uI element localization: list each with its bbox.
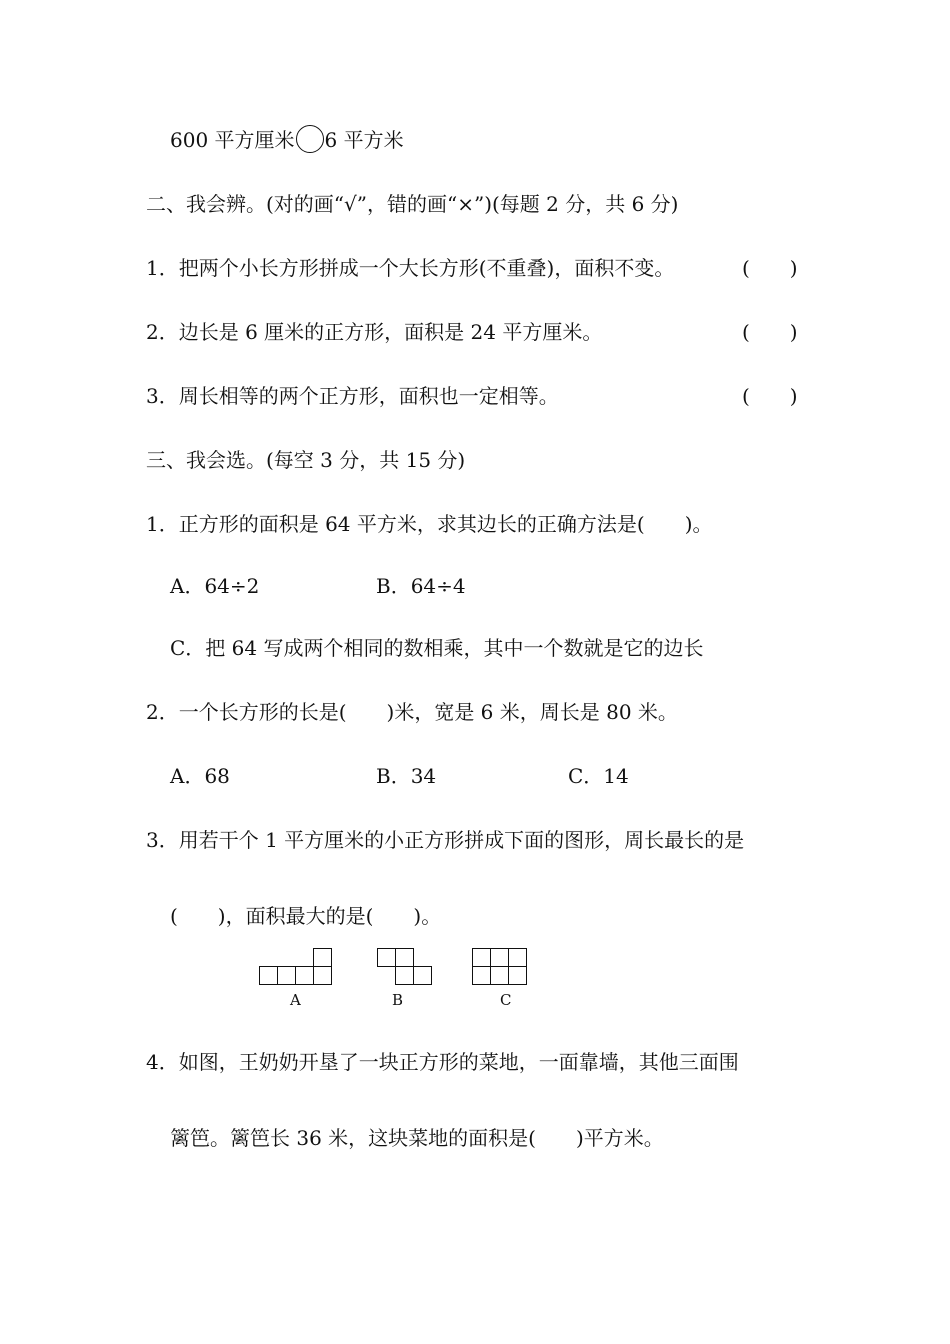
judge-item-3: 3．周长相等的两个正方形，面积也一定相等。 xyxy=(146,384,559,408)
compare-left: 600 平方厘米 xyxy=(170,128,295,152)
choice-q2-option-c[interactable]: C．14 xyxy=(568,764,629,788)
choice-q2-stem: 2．一个长方形的长是( )米，宽是 6 米，周长是 80 米。 xyxy=(146,700,678,724)
judge-answer-2[interactable]: ( ) xyxy=(742,320,798,344)
choice-q1-option-a[interactable]: A．64÷2 xyxy=(170,574,260,598)
section2-heading: 二、我会辨。(对的画“√”，错的画“×”)(每题 2 分，共 6 分) xyxy=(146,192,679,216)
choice-q1-option-b[interactable]: B．64÷4 xyxy=(376,574,466,598)
compare-line xyxy=(170,126,404,156)
choice-q2-option-b[interactable]: B．34 xyxy=(376,764,437,788)
choice-q1-option-c[interactable]: C．把 64 写成两个相同的数相乘，其中一个数就是它的边长 xyxy=(170,636,704,660)
judge-answer-1[interactable]: ( ) xyxy=(742,256,798,280)
choice-q4-stem-cont: 篱笆。篱笆长 36 米，这块菜地的面积是( )平方米。 xyxy=(170,1126,664,1150)
figure-a-label: A xyxy=(290,991,301,1009)
choice-q4-stem: 4．如图，王奶奶开垦了一块正方形的菜地，一面靠墙，其他三面围 xyxy=(146,1050,739,1074)
figure-c-shape xyxy=(472,947,530,987)
figure-b-label: B xyxy=(392,991,404,1009)
choice-q1-stem: 1．正方形的面积是 64 平方米，求其边长的正确方法是( )。 xyxy=(146,512,713,536)
compare-circle-blank[interactable] xyxy=(296,125,324,153)
judge-item-2: 2．边长是 6 厘米的正方形，面积是 24 平方厘米。 xyxy=(146,320,603,344)
judge-item-1: 1．把两个小长方形拼成一个大长方形(不重叠)，面积不变。 xyxy=(146,256,675,280)
section3-heading: 三、我会选。(每空 3 分，共 15 分) xyxy=(146,448,466,472)
compare-right: 6 平方米 xyxy=(324,128,404,152)
choice-q3-stem: 3．用若干个 1 平方厘米的小正方形拼成下面的图形，周长最长的是 xyxy=(146,828,745,852)
choice-q3-stem-cont: ( )，面积最大的是( )。 xyxy=(170,904,442,928)
figure-b-shape xyxy=(377,947,435,987)
figure-a-shape xyxy=(259,947,333,987)
judge-answer-3[interactable]: ( ) xyxy=(742,384,798,408)
choice-q2-option-a[interactable]: A．68 xyxy=(170,764,230,788)
figure-c-label: C xyxy=(500,991,512,1009)
